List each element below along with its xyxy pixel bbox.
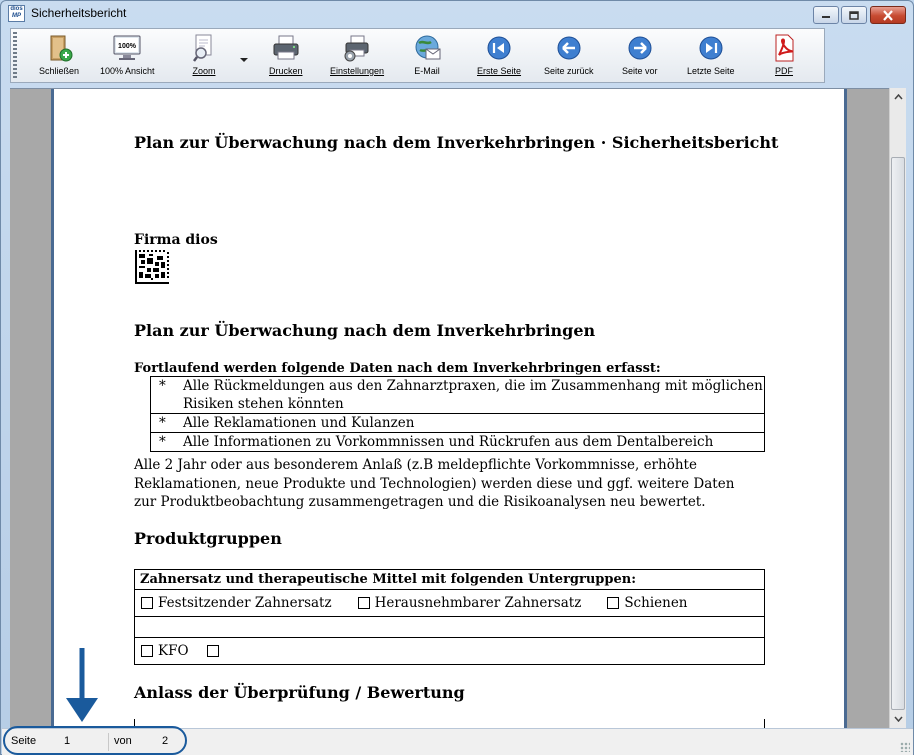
pdf-export-button[interactable] <box>769 33 799 81</box>
list-item-text: Alle Reklamationen und Kulanzen <box>183 415 415 431</box>
zoom-button[interactable] <box>189 33 219 81</box>
checkbox-label: Festsitzender Zahnersatz <box>158 595 332 611</box>
toolbar-label: Seite vor <box>622 66 658 76</box>
print-settings-button[interactable] <box>330 33 384 81</box>
toolbar-label: 100% Ansicht <box>100 66 155 76</box>
page-counter-highlight <box>3 726 187 755</box>
document-viewport[interactable] <box>10 88 889 728</box>
scroll-down-button[interactable] <box>890 710 906 727</box>
list-item-text: Alle Rückmeldungen aus den Zahnarztpraxen, die im Zusammenhang mit möglichen Risiken stehen könnten <box>183 378 763 412</box>
bullet-marker: * <box>159 378 166 394</box>
product-groups-header: Zahnersatz und therapeutische Mittel mit folgenden Untergruppen: <box>135 570 764 590</box>
total-pages-number: 2 <box>162 735 169 747</box>
toolbar-label: Letzte Seite <box>687 66 735 76</box>
app-icon[interactable] <box>8 5 25 22</box>
data-collection-intro: Fortlaufend werden folgende Daten nach dem Inverkehrbringen erfasst: <box>134 361 661 376</box>
previous-page-icon <box>556 35 582 61</box>
checkbox-kfo <box>141 643 189 659</box>
checkbox-removable-prosthesis <box>358 595 582 611</box>
toolbar-label: PDF <box>775 66 793 76</box>
product-groups-empty-row <box>135 617 764 638</box>
maximize-icon <box>849 11 859 20</box>
section-heading-monitoring-plan: Plan zur Überwachung nach dem Inverkehrbringen <box>134 321 596 340</box>
app-icon-text-top: dios <box>10 6 23 12</box>
list-item-text: Alle Informationen zu Vorkommnissen und Rückrufen aus dem Dentalbereich <box>183 434 714 450</box>
close-report-button[interactable] <box>39 33 79 81</box>
product-groups-table <box>134 569 765 665</box>
close-window-button[interactable] <box>870 6 906 24</box>
datamatrix-code-icon <box>135 250 169 284</box>
printer-icon <box>271 34 301 62</box>
toolbar-label: E-Mail <box>414 66 440 76</box>
toolbar <box>10 28 825 83</box>
zoom-dropdown-arrow[interactable] <box>240 58 248 62</box>
list-item <box>151 377 764 414</box>
resize-grip[interactable] <box>900 742 910 752</box>
annotation-arrow-down-icon <box>63 646 101 726</box>
monitor-100-text: 100% <box>118 43 137 50</box>
app-icon-text-bottom: MP <box>12 13 21 19</box>
window-title: Sicherheitsbericht <box>31 6 127 20</box>
checkbox-label: Herausnehmbarer Zahnersatz <box>374 595 582 611</box>
bullet-marker: * <box>159 415 166 431</box>
next-page-icon <box>627 35 653 61</box>
checkbox-fixed-prosthesis <box>141 595 332 611</box>
checkbox-label: Schienen <box>624 595 688 611</box>
toolbar-grip[interactable] <box>13 32 17 80</box>
checkbox-splints <box>607 595 687 611</box>
first-page-icon <box>486 35 512 61</box>
vertical-scrollbar[interactable] <box>889 88 906 728</box>
report-title: Plan zur Überwachung nach dem Inverkehrbringen · Sicherheitsbericht <box>134 133 779 152</box>
review-paragraph: Alle 2 Jahr oder aus besonderem Anlaß (z.B meldepflichte Vorkommnisse, erhöhte Reklamationen, neue Produkte und Technologien) werden diese und ggf. weitere Daten zur Produktbeobachtung zusammengetragen und die Risikoanalysen neu bewertet. <box>134 457 735 510</box>
company-name: Firma dios <box>134 232 218 248</box>
monitor-100-icon <box>112 34 142 62</box>
email-button[interactable] <box>412 33 442 81</box>
checkbox-icon <box>141 645 153 657</box>
toolbar-label: Seite zurück <box>544 66 594 76</box>
checkbox-unlabeled <box>207 645 224 657</box>
checkbox-icon <box>358 597 370 609</box>
product-groups-options-row <box>135 638 764 664</box>
close-icon <box>882 10 894 21</box>
toolbar-label: Drucken <box>269 66 303 76</box>
checkbox-icon <box>607 597 619 609</box>
scrollbar-thumb[interactable] <box>891 157 905 710</box>
maximize-button[interactable] <box>841 6 867 24</box>
printer-settings-icon <box>342 34 372 62</box>
title-bar <box>1 1 913 27</box>
page-label: Seite <box>11 735 37 747</box>
scroll-up-button[interactable] <box>890 88 906 105</box>
of-label: von <box>114 735 132 747</box>
list-item <box>151 433 764 451</box>
zoom-icon <box>191 33 217 63</box>
next-page-button[interactable] <box>622 33 658 81</box>
product-groups-options-row <box>135 590 764 617</box>
email-icon <box>412 34 442 62</box>
toolbar-label: Erste Seite <box>477 66 522 76</box>
chevron-up-icon <box>894 94 903 100</box>
close-door-icon <box>45 33 73 63</box>
actual-size-button[interactable] <box>100 33 155 81</box>
section-heading-product-groups: Produktgruppen <box>134 529 282 548</box>
last-page-icon <box>698 35 724 61</box>
current-page-number: 1 <box>64 735 71 747</box>
bullet-marker: * <box>159 434 166 450</box>
first-page-button[interactable] <box>477 33 521 81</box>
pdf-icon <box>771 33 797 63</box>
checkbox-label: KFO <box>158 643 189 659</box>
toolbar-label: Zoom <box>192 66 216 76</box>
data-collection-list <box>150 376 765 452</box>
checkbox-icon <box>141 597 153 609</box>
print-button[interactable] <box>269 33 303 81</box>
list-item <box>151 414 764 433</box>
section-heading-review-reason: Anlass der Überprüfung / Bewertung <box>134 683 465 702</box>
last-page-button[interactable] <box>687 33 735 81</box>
checkbox-icon <box>207 645 219 657</box>
table-border-fragment <box>764 719 765 728</box>
minimize-icon <box>821 11 831 19</box>
document-page <box>51 89 847 728</box>
previous-page-button[interactable] <box>544 33 594 81</box>
minimize-button[interactable] <box>813 6 839 24</box>
toolbar-label: Schließen <box>39 66 80 76</box>
toolbar-label: Einstellungen <box>330 66 385 76</box>
chevron-down-icon <box>894 716 903 722</box>
